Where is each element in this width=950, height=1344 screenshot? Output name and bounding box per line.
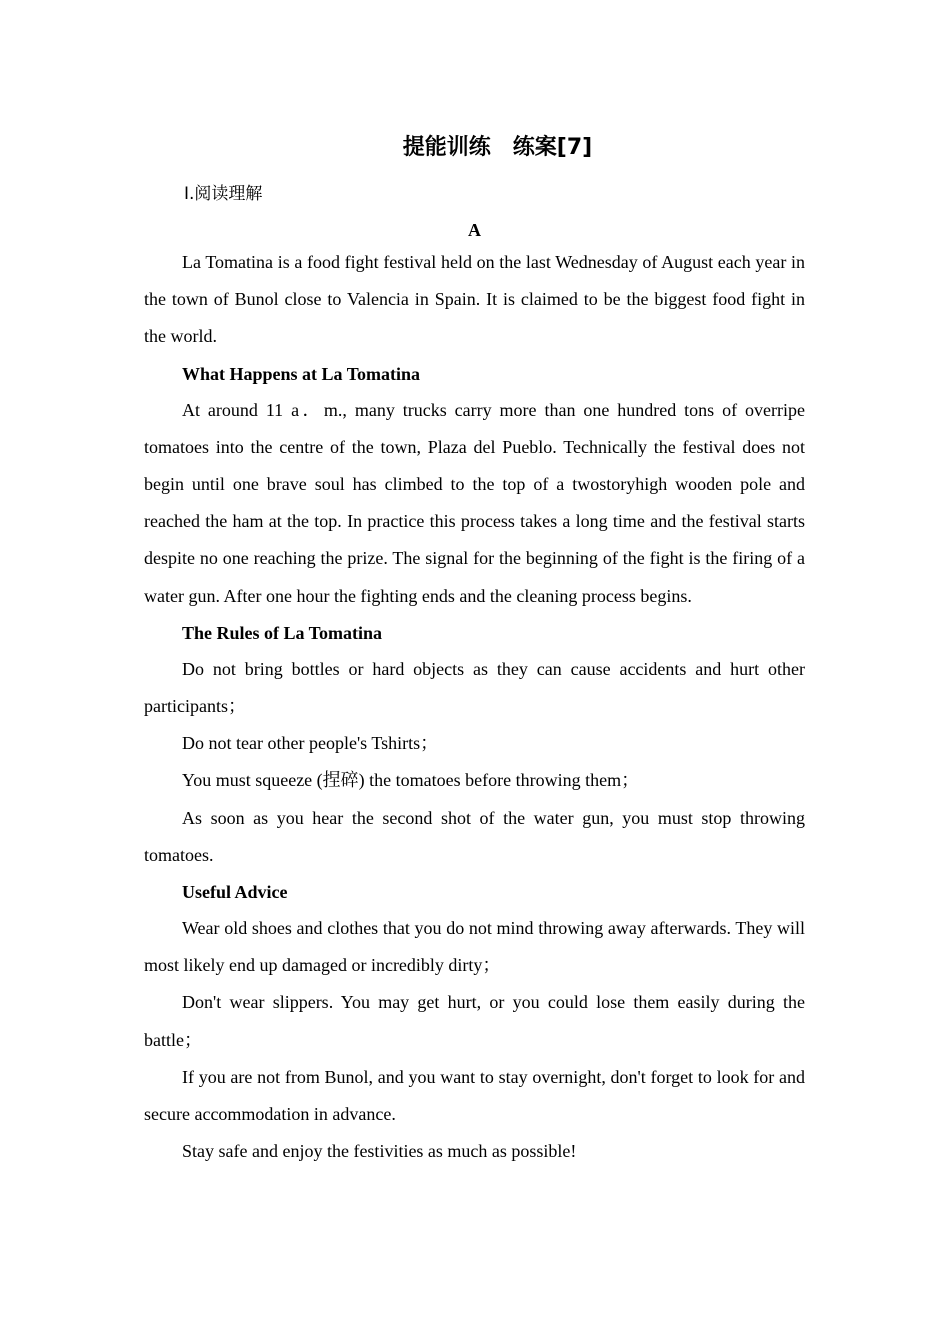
heading-rules: The Rules of La Tomatina — [182, 622, 383, 643]
what-happens-paragraph: At around 11 a．m., many trucks carry more than one hundred tons of overripe tomatoes into the centre of the town, Plaza del Pueblo. Technically the festival does not begin until one brave soul has climbed to the top of a twostoryhigh wooden pole and reached the ham at the top. In practice this process takes a long time and the festival starts despite no one reaching the prize. The signal for the beginning of the fight is the firing of a water gun. After one hour the fighting ends and the cleaning process begins. — [144, 399, 805, 606]
page-title: 提能训练 练案[7] — [402, 135, 593, 160]
rule-item: You must squeeze (捏碎) the tomatoes before throwing them； — [182, 770, 640, 791]
rule-item: Do not tear other people's Tshirts； — [182, 733, 439, 754]
document-page — [144, 128, 805, 1170]
rule-item: As soon as you hear the second shot of the water gun, you must stop throwing tomatoes. — [144, 807, 805, 865]
heading-what-happens: What Happens at La Tomatina — [182, 363, 421, 384]
advice-item: Don't wear slippers. You may get hurt, or you could lose them easily during the battle； — [144, 992, 805, 1050]
section-label: Ⅰ.阅读理解 — [184, 184, 263, 204]
advice-item: If you are not from Bunol, and you want to stay overnight, don't forget to look for and secure accommodation in advance. — [144, 1066, 805, 1125]
passage-label: A — [468, 220, 481, 240]
rule-item: Do not bring bottles or hard objects as they can cause accidents and hurt other participants； — [144, 658, 805, 717]
advice-item: Stay safe and enjoy the festivities as much as possible! — [182, 1141, 577, 1162]
advice-item: Wear old shoes and clothes that you do not mind throwing away afterwards. They will most likely end up damaged or incredibly dirty； — [144, 918, 805, 976]
heading-useful-advice: Useful Advice — [182, 882, 288, 903]
intro-paragraph: La Tomatina is a food fight festival held on the last Wednesday of August each year in the town of Bunol close to Valencia in Spain. It is claimed to be the biggest food fight in the world. — [144, 252, 805, 347]
